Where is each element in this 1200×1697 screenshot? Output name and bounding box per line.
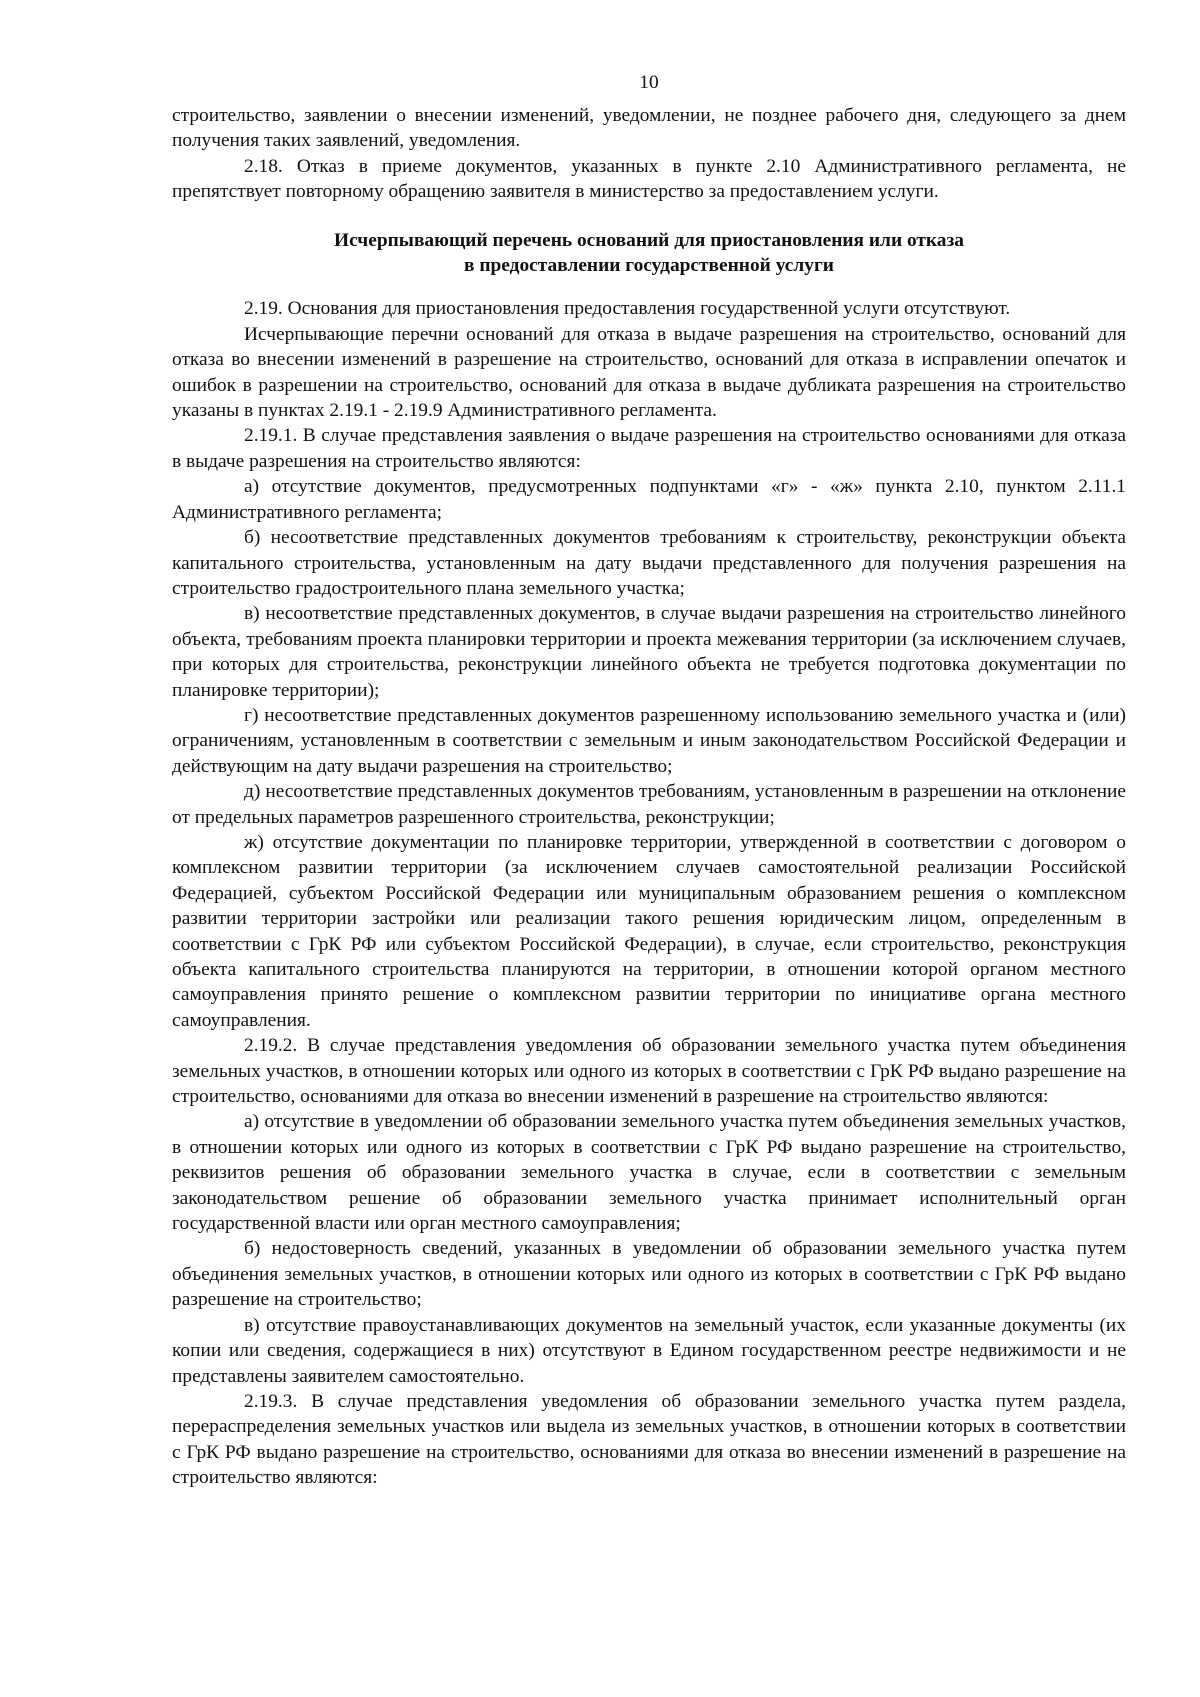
paragraph-exhaustive-lists: Исчерпывающие перечни оснований для отказа в выдаче разрешения на строительство, оснований для отказа во внесении изменений в разрешение на строительство, оснований для отказа в исправлении опечаток и ошибок в разрешении на строительство, оснований для отказа в выдаче дубликата разрешения на строительство указаны в пунктах 2.19.1 - 2.19.9 Административного регламента.	[172, 323, 1126, 422]
list-item-2-19-2-b: б) недостоверность сведений, указанных в уведомлении об образовании земельного участка путем объединения земельных участков, в отношении которых или одного из которых в соответствии с ГрК РФ выдано разрешение на строительство;	[172, 1238, 1126, 1311]
section-heading	[172, 228, 1126, 279]
paragraph-2-18: 2.18. Отказ в приеме документов, указанных в пункте 2.10 Административного регламента, не препятствует повторному обращению заявителя в министерство за предоставлением услуги.	[172, 155, 1126, 203]
section-heading-line-1: Исчерпывающий перечень оснований для приостановления или отказа	[334, 229, 964, 251]
list-item-2-19-2-a: а) отсутствие в уведомлении об образовании земельного участка путем объединения земельных участков, в отношении которых или одного из которых в соответствии с ГрК РФ выдано разрешение на строительство, реквизитов решения об образовании земельного участка в случае, если в соответствии с земельным законодательством решение об образовании земельного участка принимает исполнительный орган государственной власти или орган местного самоуправления;	[172, 1111, 1126, 1235]
page-number: 10	[639, 72, 659, 93]
list-item-zh: ж) отсутствие документации по планировке территории, утвержденной в соответствии с договором о комплексном развитии территории (за исключением случаев самостоятельной реализации Российской Федерацией, субъектом Российской Федерации или муниципальным образованием решения о комплексном развитии территории застройки или реализации такого решения юридическим лицом, определенным в соответствии с ГрК РФ или субъектом Российской Федерации), в случае, если строительство, реконструкция объекта капитального строительства планируются на территории, в отношении которой органом местного самоуправления принято решение о комплексном развитии территории по инициативе органа местного самоуправления.	[172, 831, 1126, 1031]
list-item-b: б) несоответствие представленных документов требованиям к строительству, реконструкции объекта капитального строительства, установленным на дату выдачи представленного для получения разрешения на строительство градостроительного плана земельного участка;	[172, 527, 1126, 599]
list-item-v: в) несоответствие представленных документов, в случае выдачи разрешения на строительство линейного объекта, требованиям проекта планировки территории и проекта межевания территории (за исключением случаев, при которых для строительства, реконструкции линейного объекта не требуется подготовка документации по планировке территории);	[172, 603, 1126, 701]
list-item-a: а) отсутствие документов, предусмотренных подпунктами «г» - «ж» пункта 2.10, пунктом 2.11.1 Административного регламента;	[172, 476, 1126, 523]
paragraph-2-19-3: 2.19.3. В случае представления уведомления об образовании земельного участка путем раздела, перераспределения земельных участков или выдела из земельных участков, в отношении которых в соответствии с ГрК РФ выдано разрешение на строительство, основаниями для отказа во внесении изменений в разрешение на строительство являются:	[172, 1390, 1126, 1489]
paragraph-2-19-2: 2.19.2. В случае представления уведомления об образовании земельного участка путем объединения земельных участков, в отношении которых или одного из которых в соответствии с ГрК РФ выдано разрешение на строительство, основаниями для отказа во внесении изменений в разрешение на строительство являются:	[172, 1035, 1126, 1108]
list-item-g: г) несоответствие представленных документов разрешенному использованию земельного участка и (или) ограничениям, установленным в соответствии с земельным и иным законодательством Российской Федерации и действующим на дату выдачи разрешения на строительство;	[172, 704, 1126, 777]
section-heading-line-2: в предоставлении государственной услуги	[464, 255, 834, 277]
paragraph-continuation: строительство, заявлении о внесении изменений, уведомлении, не позднее рабочего дня, следующего за днем получения таких заявлений, уведомления.	[172, 105, 1126, 152]
paragraph-2-19: 2.19. Основания для приостановления предоставления государственной услуги отсутствуют.	[244, 298, 1011, 320]
paragraph-2-19-1: 2.19.1. В случае представления заявления о выдаче разрешения на строительство основаниями для отказа в выдаче разрешения на строительство являются:	[172, 425, 1126, 472]
list-item-2-19-2-v: в) отсутствие правоустанавливающих документов на земельный участок, если указанные документы (их копии или сведения, содержащиеся в них) отсутствуют в Едином государственном реестре недвижимости и не представлены заявителем самостоятельно.	[172, 1314, 1126, 1387]
document-page	[172, 70, 1126, 1491]
list-item-d: д) несоответствие представленных документов требованиям, установленным в разрешении на отклонение от предельных параметров разрешенного строительства, реконструкции;	[172, 781, 1126, 828]
